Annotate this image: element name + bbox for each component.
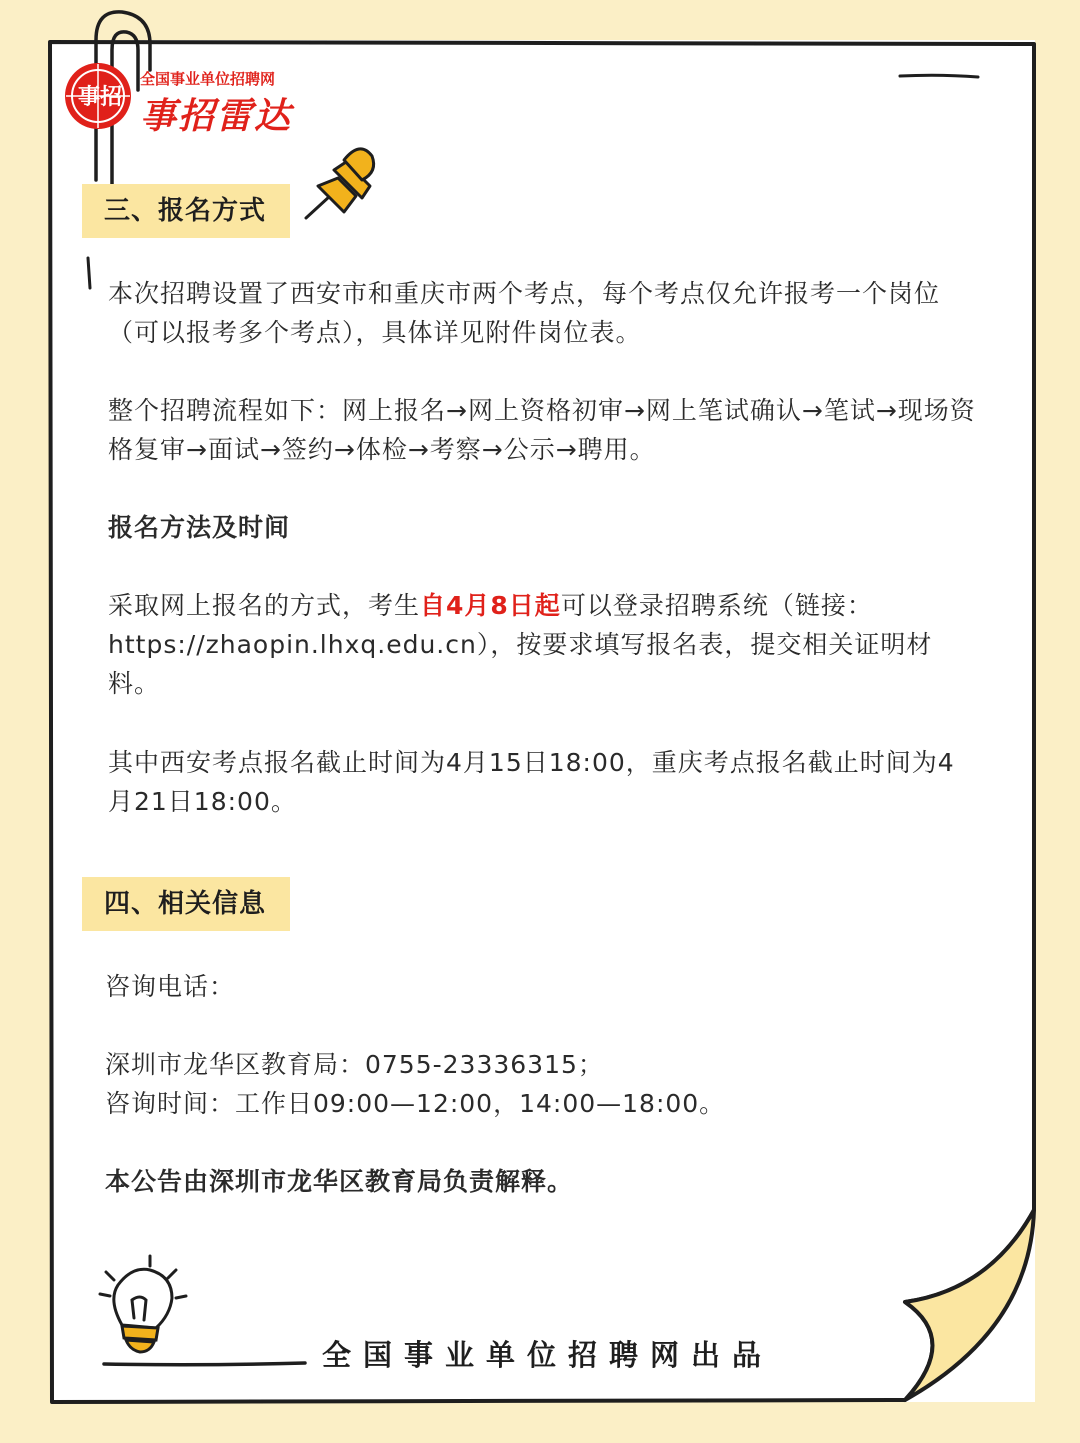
section3-para3 xyxy=(108,586,978,703)
section3-title: 三、报名方式 xyxy=(82,184,290,238)
para3-pre: 采取网上报名的方式，考生 xyxy=(108,591,421,620)
logo-subtitle: 全国事业单位招聘网 xyxy=(140,70,276,88)
notice-note: 本公告由深圳市龙华区教育局负责解释。 xyxy=(105,1167,574,1196)
logo-badge-text: 事招 xyxy=(78,85,123,110)
footer-credit: 全国事业单位招聘网出品 xyxy=(322,1338,774,1372)
para3-highlight: 自4月8日起 xyxy=(420,591,561,620)
hours-line: 咨询时间：工作日09:00—12:00，14:00—18:00。 xyxy=(105,1089,726,1118)
phone-line: 深圳市龙华区教育局：0755-23336315； xyxy=(105,1050,604,1079)
section3-para2: 整个招聘流程如下：网上报名→网上资格初审→网上笔试确认→笔试→现场资格复审→面试→签约→体检→考察→公示→聘用。 xyxy=(108,396,976,464)
consult-label: 咨询电话： xyxy=(105,972,236,1001)
section3-para1: 本次招聘设置了西安市和重庆市两个考点，每个考点仅允许报考一个岗位（可以报考多个考点），具体详见附件岗位表。 xyxy=(108,279,941,347)
section4-title: 四、相关信息 xyxy=(82,877,290,931)
para3-post: 可以登录招聘系统（链接：https://zhaopin.lhxq.edu.cn），按要求填写报名表，提交相关证明材料。 xyxy=(108,591,933,698)
section3-subtitle: 报名方法及时间 xyxy=(108,513,291,542)
logo-title: 事招雷达 xyxy=(140,96,293,137)
section3-para4: 其中西安考点报名截止时间为4月15日18:00，重庆考点报名截止时间为4月21日18:00。 xyxy=(108,748,955,816)
